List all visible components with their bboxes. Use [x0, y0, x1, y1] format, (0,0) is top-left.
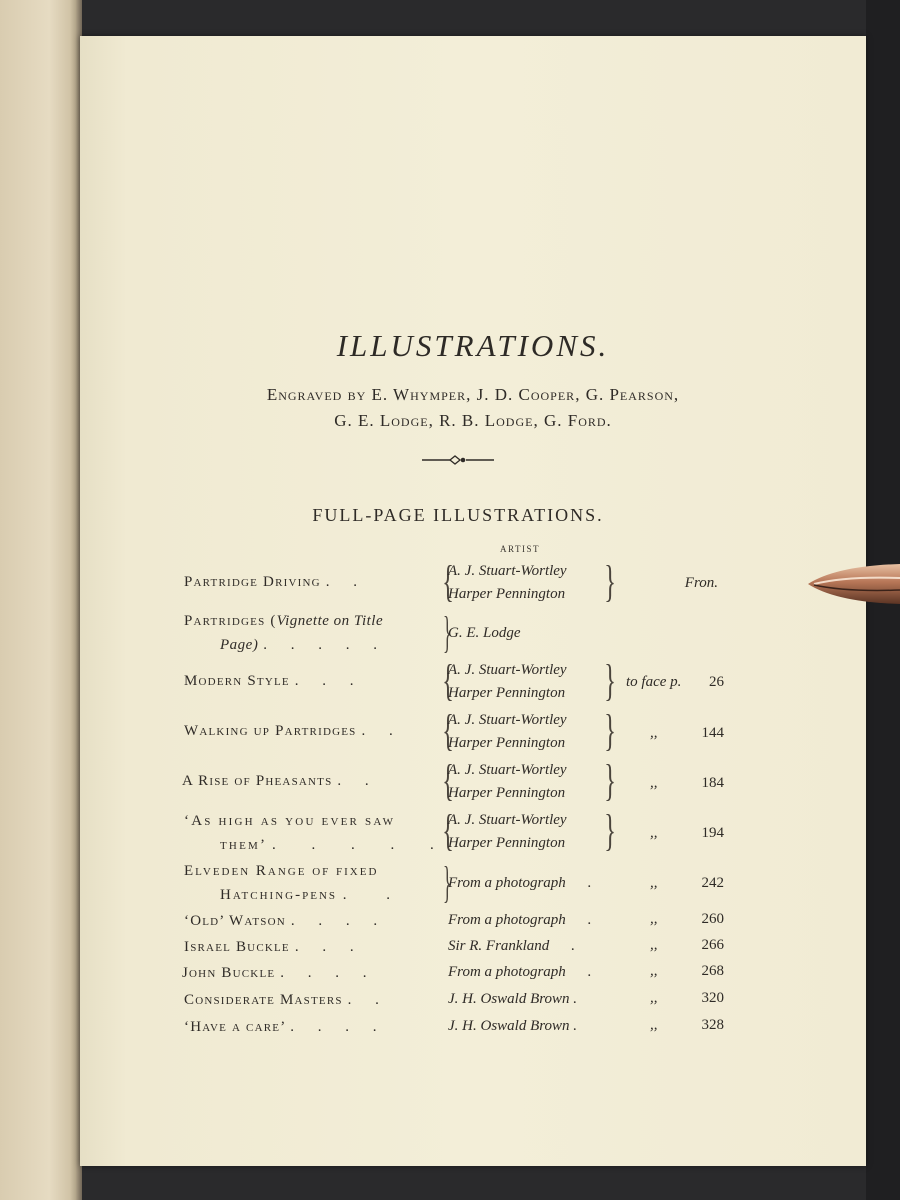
ditto-mark: ,, — [650, 875, 658, 891]
section-heading: FULL-PAGE ILLUSTRATIONS. — [312, 505, 604, 525]
artist-line: Harper Pennington — [448, 735, 566, 751]
illustration-title — [184, 570, 430, 594]
title-text: John Buckle — [182, 965, 276, 981]
leader-dots: . — [571, 938, 575, 954]
leader-dots: . . — [325, 574, 367, 590]
artist-line: G. E. Lodge — [448, 625, 521, 641]
artist-name — [448, 806, 618, 855]
title-text: them’ — [220, 837, 267, 853]
artist-column-label: ARTIST — [500, 544, 540, 554]
title-text: Partridges ( — [184, 613, 277, 629]
artist-line: A. J. Stuart-Wortley — [448, 812, 567, 828]
title-text: ‘As high as you ever saw — [184, 813, 396, 829]
illustration-title — [184, 1015, 430, 1039]
list-item — [184, 557, 744, 606]
list-item — [184, 988, 744, 1012]
illustration-title — [184, 809, 450, 857]
title-text: Page) — [220, 637, 259, 653]
artist-name — [448, 656, 618, 705]
leader-dots: . . . . — [290, 1019, 387, 1035]
brace-right: } — [604, 656, 616, 705]
leader-dots: . — [587, 912, 592, 928]
artist-name — [448, 706, 618, 755]
leader-dots: . . . . — [280, 965, 377, 981]
brace-right: } — [604, 756, 616, 805]
engravers-credit — [80, 382, 866, 434]
artist-line: Harper Pennington — [448, 835, 566, 851]
title-text: Hatching-pens — [220, 887, 338, 903]
page-number: 184 — [701, 775, 724, 791]
ditto-mark: ,, — [650, 725, 658, 741]
ditto-mark: ,, — [650, 825, 658, 841]
brace-left: { — [442, 557, 454, 606]
artist-line: A. J. Stuart-Wortley — [448, 662, 567, 678]
artist-line: From a photograph — [448, 875, 566, 891]
leader-dots: . . — [347, 992, 389, 1008]
page-number: 144 — [701, 725, 724, 741]
artist-line: Harper Pennington — [448, 586, 566, 602]
list-item — [184, 706, 744, 755]
engravers-line: G. E. Lodge, R. B. Lodge, G. Ford. — [334, 411, 612, 430]
title-text: A Rise of Pheasants — [182, 773, 333, 789]
illustration-title — [184, 909, 430, 933]
page-prefix: to face p. — [626, 674, 682, 690]
artist-line: J. H. Oswald Brown — [448, 1018, 570, 1034]
artist-line: A. J. Stuart-Wortley — [448, 712, 567, 728]
page-title: ILLUSTRATIONS. — [336, 328, 610, 363]
list-item — [184, 961, 744, 985]
artist-line: J. H. Oswald Brown — [448, 991, 570, 1007]
illustration-title — [184, 719, 430, 743]
leader-dots: . . — [337, 773, 379, 789]
list-item — [184, 859, 744, 907]
illustration-title — [184, 935, 430, 959]
leader-dots: . — [573, 991, 578, 1007]
leader-dots: . . . . . — [272, 837, 450, 853]
list-item — [184, 909, 744, 933]
ditto-mark: ,, — [650, 990, 658, 1006]
artist-name — [448, 872, 618, 895]
list-item — [184, 935, 744, 959]
illustration-title — [184, 988, 430, 1012]
brace-left: { — [442, 656, 454, 705]
page-number: 268 — [701, 963, 724, 979]
ornament-divider — [420, 452, 496, 468]
title-text: Modern Style — [184, 673, 290, 689]
page-number: 194 — [701, 825, 724, 841]
ditto-mark: ,, — [650, 911, 658, 927]
leader-dots: . — [587, 964, 592, 980]
brace-right: } — [604, 557, 616, 606]
artist-line: Harper Pennington — [448, 785, 566, 801]
title-text: Considerate Masters — [184, 992, 343, 1008]
artist-line: A. J. Stuart-Wortley — [448, 563, 567, 579]
ditto-mark: ,, — [650, 937, 658, 953]
title-text: Israel Buckle — [184, 939, 290, 955]
title-text: Partridge Driving — [184, 574, 321, 590]
brace-right: } — [604, 706, 616, 755]
leader-dots: . . — [342, 887, 409, 903]
title-text: Walking up Partridges — [184, 723, 357, 739]
engravers-line: Engraved by E. Whymper, J. D. Cooper, G. Pearson, — [266, 385, 680, 404]
brace-left: } — [443, 608, 452, 657]
page-number: 320 — [701, 990, 724, 1006]
ditto-mark: ,, — [650, 775, 658, 791]
artist-line: From a photograph — [448, 964, 566, 980]
illustration-title — [182, 769, 428, 793]
artist-name — [448, 961, 618, 984]
list-item — [184, 806, 744, 857]
page-number: 328 — [701, 1017, 724, 1033]
brace-left: { — [442, 806, 454, 855]
leader-dots: . — [587, 875, 592, 891]
artist-name — [448, 622, 618, 645]
title-text: Elveden Range of fixed — [184, 863, 379, 879]
list-item — [184, 656, 744, 705]
list-item — [184, 609, 744, 657]
illustration-title — [184, 669, 430, 693]
illustration-title — [184, 859, 430, 907]
artist-line: A. J. Stuart-Wortley — [448, 762, 567, 778]
page-number: Fron. — [684, 575, 718, 591]
title-text: ‘Have a care’ — [184, 1019, 286, 1035]
artist-name — [448, 756, 618, 805]
artist-name — [448, 909, 618, 932]
ditto-mark: ,, — [650, 963, 658, 979]
brace-left: } — [443, 858, 452, 907]
list-item — [184, 1015, 744, 1039]
list-item — [182, 756, 744, 805]
artist-name — [448, 557, 618, 606]
page-number: 266 — [701, 937, 724, 953]
brace-right: } — [604, 806, 616, 855]
leader-dots: . . — [361, 723, 403, 739]
artist-line: Sir R. Frankland — [448, 938, 550, 954]
page-number: 242 — [701, 875, 724, 891]
artist-name — [448, 935, 618, 958]
title-italic-text: Vignette on Title — [276, 613, 384, 629]
leader-dots: . . . — [294, 673, 364, 689]
artist-line: Harper Pennington — [448, 685, 566, 701]
illustration-title — [184, 609, 430, 657]
page-number: 260 — [701, 911, 724, 927]
leader-dots: . . . . . — [263, 637, 388, 653]
title-text: ‘Old’ Watson — [184, 913, 286, 929]
brace-left: { — [442, 756, 454, 805]
brace-left: { — [442, 706, 454, 755]
artist-line: From a photograph — [448, 912, 566, 928]
ditto-mark: ,, — [650, 1017, 658, 1033]
artist-name — [448, 1015, 618, 1038]
bookmark-clip — [806, 560, 900, 608]
artist-name — [448, 988, 618, 1011]
illustration-title — [182, 961, 428, 985]
page-number: 26 — [709, 674, 724, 690]
leader-dots: . . . . — [290, 913, 388, 929]
leader-dots: . . . — [294, 939, 364, 955]
leader-dots: . — [573, 1018, 578, 1034]
